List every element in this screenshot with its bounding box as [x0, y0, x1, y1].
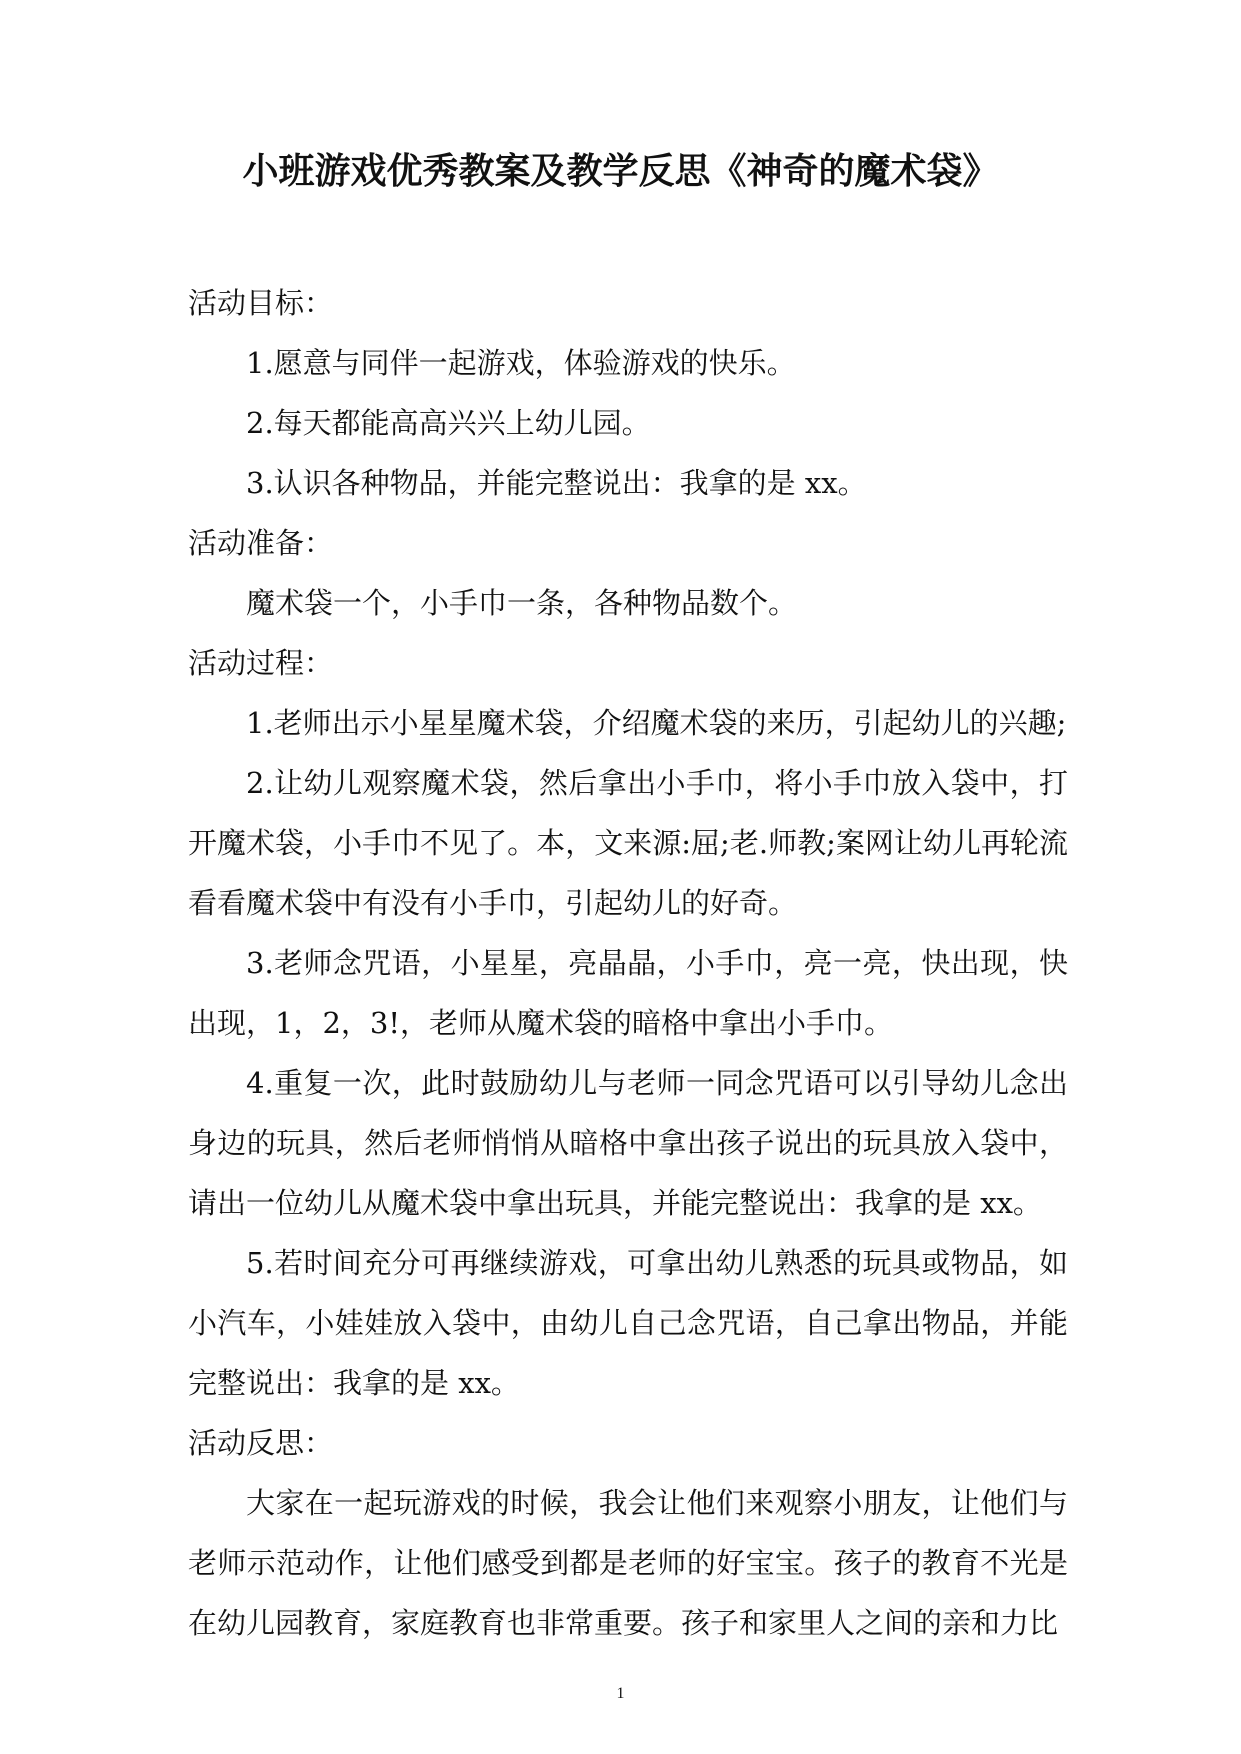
- goal-item-1: 1.愿意与同伴一起游戏，体验游戏的快乐。: [246, 346, 796, 380]
- process-item-3: 3.老师念咒语，小星星，亮晶晶，小手巾，亮一亮，快出现，快出现，1，2，3!，老师从魔术袋的暗格中拿出小手巾。: [188, 946, 1068, 1040]
- process-item-5: 5.若时间充分可再继续游戏，可拿出幼儿熟悉的玩具或物品，如小汽车，小娃娃放入袋中，由幼儿自己念咒语，自己拿出物品，并能完整说出：我拿的是 xx。: [188, 1246, 1068, 1400]
- preparation-item-1: 魔术袋一个，小手巾一条，各种物品数个。: [246, 586, 798, 620]
- page-number: 1: [616, 1685, 625, 1702]
- section-heading-preparation: 活动准备：: [188, 526, 334, 560]
- goal-item-3: 3.认识各种物品，并能完整说出：我拿的是 xx。: [246, 466, 867, 500]
- process-item-1: 1.老师出示小星星魔术袋，介绍魔术袋的来历，引起幼儿的兴趣;: [246, 706, 1067, 740]
- reflection-paragraph: 大家在一起玩游戏的时候，我会让他们来观察小朋友，让他们与老师示范动作，让他们感受到都是老师的好宝宝。孩子的教育不光是在幼儿园教育，家庭教育也非常重要。孩子和家里人之间的亲和力比: [188, 1486, 1068, 1640]
- goal-item-2: 2.每天都能高高兴兴上幼儿园。: [246, 406, 651, 440]
- section-heading-goals: 活动目标：: [188, 286, 334, 320]
- process-item-2: 2.让幼儿观察魔术袋，然后拿出小手巾，将小手巾放入袋中，打开魔术袋，小手巾不见了。本，文来源:屈;老.师教;案网让幼儿再轮流看看魔术袋中有没有小手巾，引起幼儿的好奇。: [188, 766, 1068, 920]
- document-title: 小班游戏优秀教案及教学反思《神奇的魔术袋》: [242, 150, 999, 192]
- section-heading-reflection: 活动反思：: [188, 1426, 334, 1460]
- process-item-4: 4.重复一次，此时鼓励幼儿与老师一同念咒语可以引导幼儿念出身边的玩具，然后老师悄悄从暗格中拿出孩子说出的玩具放入袋中，请出一位幼儿从魔术袋中拿出玩具，并能完整说出：我拿的是 xx。: [188, 1066, 1068, 1220]
- section-heading-process: 活动过程：: [188, 646, 334, 680]
- document-body: [188, 273, 1068, 1653]
